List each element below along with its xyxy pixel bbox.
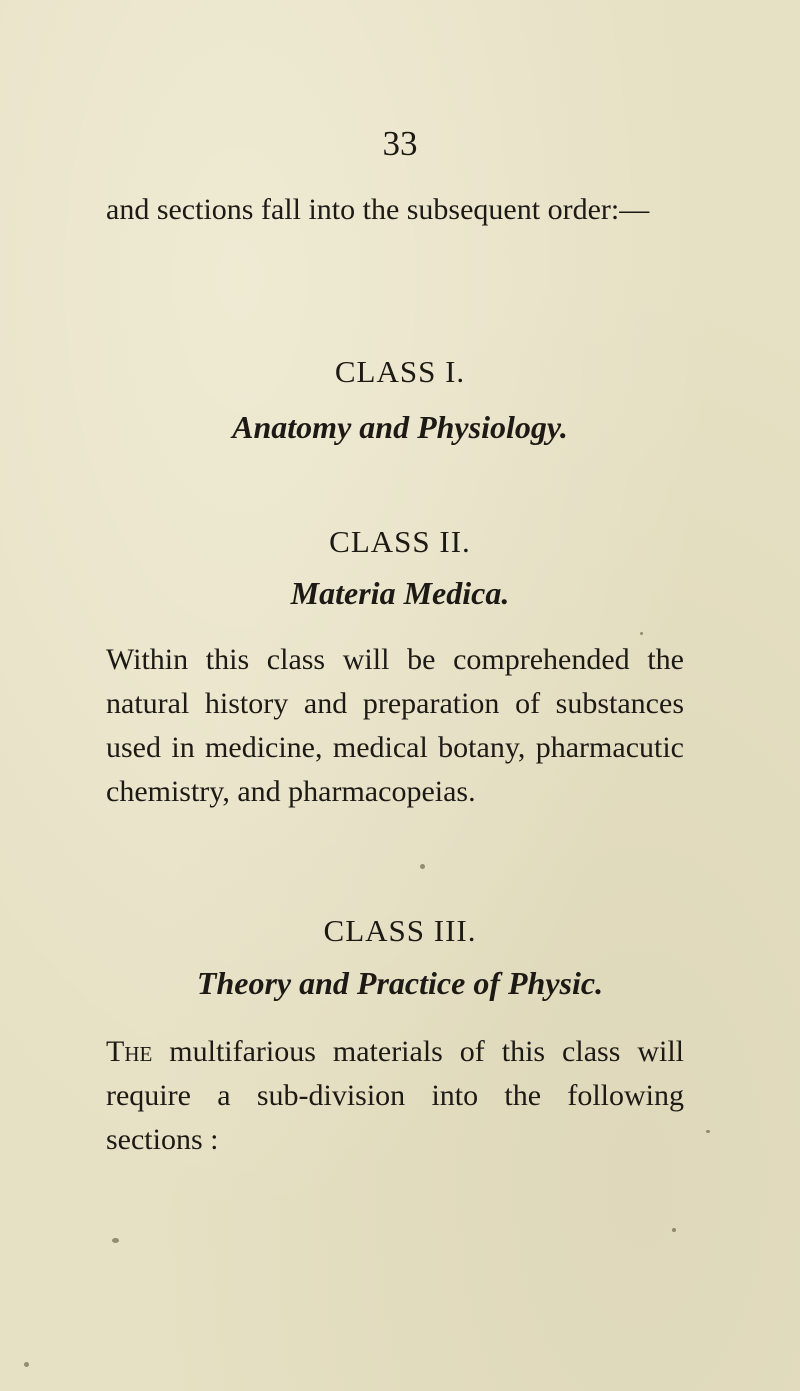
- class-2-paragraph: [106, 638, 684, 814]
- class-3-paragraph-lead: The: [106, 1035, 153, 1068]
- class-3-label: CLASS III.: [323, 913, 477, 948]
- paper-speck: [672, 1228, 676, 1232]
- page-number: 33: [382, 124, 418, 163]
- class-3-paragraph-text: [106, 1030, 684, 1162]
- class-2-label: CLASS II.: [329, 524, 471, 559]
- class-3-paragraph-rest: multifarious materials of this class will require a sub-division into the following sections :: [106, 1035, 684, 1156]
- class-3-title: Theory and Practice of Physic.: [196, 965, 604, 1001]
- paper-speck: [640, 632, 643, 635]
- intro-text: and sections fall into the subsequent order:—: [106, 193, 650, 226]
- paper-speck: [112, 1238, 119, 1243]
- paper-speck: [24, 1362, 29, 1367]
- paper-speck: [706, 1130, 710, 1133]
- class-1-label: CLASS I.: [334, 354, 466, 389]
- class-3-paragraph: [106, 1030, 684, 1162]
- class-1-title: Anatomy and Physiology.: [232, 409, 568, 445]
- class-2-paragraph-text: Within this class will be comprehended the natural history and preparation of substances used in medicine, medical botany, pharmacutic chemistry, and pharmacopeias.: [106, 643, 684, 808]
- intro-paragraph: [106, 188, 684, 232]
- paper-speck: [420, 864, 425, 869]
- class-2-title: Materia Medica.: [290, 575, 510, 611]
